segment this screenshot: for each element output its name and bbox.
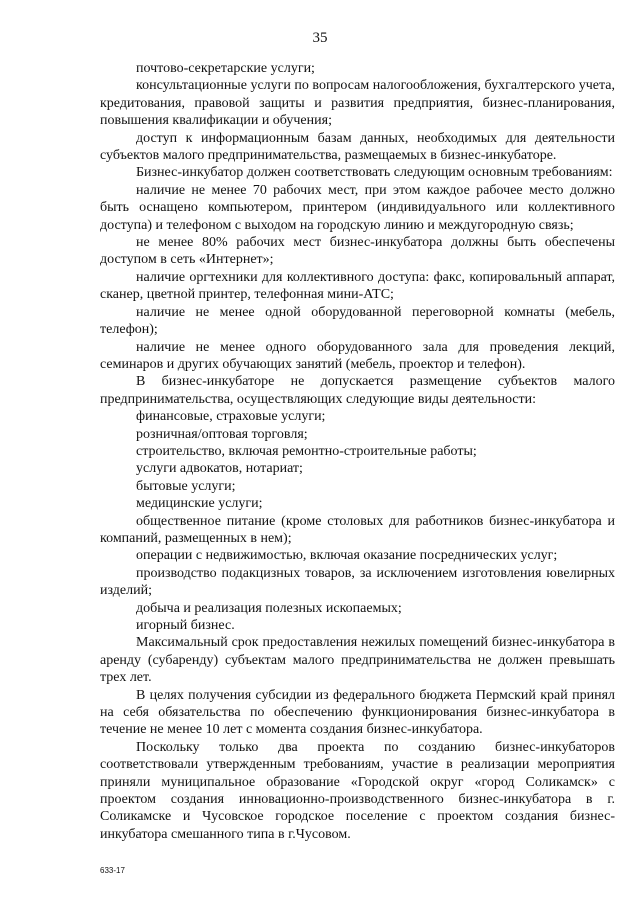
list-item: финансовые, страховые услуги; — [136, 409, 326, 425]
paragraph: консультационные услуги по вопросам налогообложения, бухгалтерского учета, кредитования, правовой защиты и развития предприятия, бизнес-планирования, повышения квалификации и обучения; — [100, 78, 615, 129]
list-item: операции с недвижимостью, включая оказание посреднических услуг; — [136, 548, 558, 564]
paragraph: почтово-секретарские услуги; — [136, 61, 315, 76]
paragraph: доступ к информационным базам данных, необходимых для деятельности субъектов малого предпринимательства, размещаемых в бизнес-инкубаторе. — [100, 130, 615, 164]
paragraph: наличие не менее одной оборудованной переговорной комнаты (мебель, телефон); — [100, 304, 615, 338]
list-item: бытовые услуги; — [136, 478, 236, 494]
footer-code: 633-17 — [100, 866, 125, 875]
paragraph: не менее 80% рабочих мест бизнес-инкубатора должны быть обеспечены доступом в сеть «Интернет»; — [100, 235, 615, 268]
list-item: розничная/оптовая торговля; — [136, 426, 308, 442]
paragraph: Максимальный срок предоставления нежилых помещений бизнес-инкубатора в аренду (субаренду) субъектам малого предпринимательства не должен превышать трех лет. — [100, 635, 615, 686]
paragraph: В целях получения субсидии из федерального бюджета Пермский край принял на себя обязательства по обеспечению функционирования бизнес-инкубатора в течение не менее 10 лет с момента создания бизнес-инкубатора. — [100, 687, 615, 738]
paragraph: Поскольку только два проекта по созданию бизнес-инкубаторов соответствовали утвержденным требованиям, участие в реализации мероприятия приняли муниципальное образование «Городской округ «город Соликамск» с проектом создания инновационно-производственного бизнес-инкубатора в г. Соликамске и Чусовское городское поселение с проектом создания бизнес-инкубатора смешанного типа в г.Чусовом. — [100, 739, 615, 842]
list-item: общественное питание (кроме столовых для работников бизнес-инкубатора и компаний, размещенных в нем); — [100, 513, 615, 546]
document-body — [100, 60, 615, 843]
list-item: производство подакцизных товаров, за исключением изготовления ювелирных изделий; — [100, 565, 615, 599]
paragraph: наличие не менее одного оборудованного зала для проведения лекций, семинаров и других обучающих занятий (мебель, проектор и телефон). — [100, 339, 615, 372]
paragraph: Бизнес-инкубатор должен соответствовать следующим основным требованиям: — [136, 165, 613, 181]
list-item: строительство, включая ремонтно-строительные работы; — [136, 443, 477, 459]
list-item: медицинские услуги; — [136, 496, 263, 512]
list-item: добыча и реализация полезных ископаемых; — [136, 600, 402, 616]
list-item: услуги адвокатов, нотариат; — [136, 461, 303, 477]
page-number: 35 — [312, 30, 328, 46]
paragraph: наличие оргтехники для коллективного доступа: факс, копировальный аппарат, сканер, цветной принтер, телефонная мини-АТС; — [100, 269, 615, 303]
list-item: игорный бизнес. — [136, 618, 235, 633]
paragraph: наличие не менее 70 рабочих мест, при этом каждое рабочее место должно быть оснащено компьютером, принтером (индивидуального или коллективного доступа) и телефоном с выходом на городскую линию и междугородную связь; — [100, 182, 615, 233]
paragraph: В бизнес-инкубаторе не допускается размещение субъектов малого предпринимательства, осуществляющих следующие виды деятельности: — [100, 374, 615, 407]
